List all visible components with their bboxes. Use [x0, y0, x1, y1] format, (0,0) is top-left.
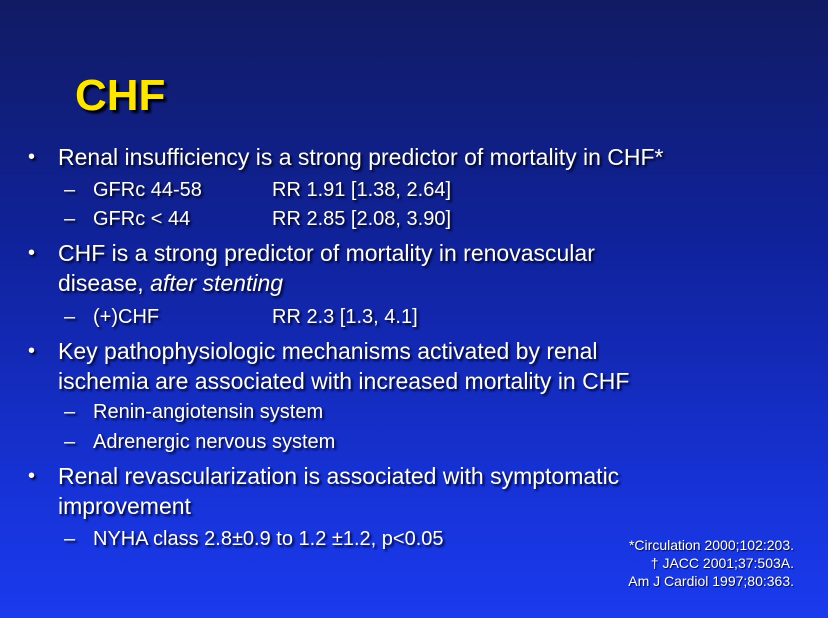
- subitem-value: RR 1.91 [1.38, 2.64]: [272, 179, 452, 201]
- subitem-label: NYHA class 2.8±0.9 to 1.2 ±1.2, p<0.05: [93, 528, 444, 550]
- bullet-text-line1: Key pathophysiologic mechanisms activated by renal: [58, 338, 598, 364]
- subitem-label: Adrenergic nervous system: [93, 431, 336, 453]
- bullet-text-italic: after stenting: [150, 270, 284, 296]
- subitem-label: Renin-angiotensin system: [93, 401, 324, 423]
- bullet-text-prefix: disease,: [58, 270, 151, 296]
- bullet-marker: •: [28, 242, 36, 264]
- dash-marker: –: [64, 179, 76, 201]
- bullet-text-line1: CHF is a strong predictor of mortality in renovascular: [58, 240, 595, 266]
- bullet-text: Renal insufficiency is a strong predictor of mortality in CHF*: [58, 144, 664, 170]
- reference-circulation: *Circulation 2000;102:203.: [628, 537, 794, 553]
- bullet-marker: •: [28, 340, 36, 362]
- bullet-marker: •: [28, 465, 36, 487]
- slide-title: CHF: [75, 71, 166, 120]
- dash-marker: –: [64, 306, 76, 328]
- subitem-value: RR 2.85 [2.08, 3.90]: [272, 208, 452, 230]
- dash-marker: –: [64, 208, 76, 230]
- dash-marker: –: [64, 528, 76, 550]
- reference-jacc: † JACC 2001;37:503A.: [650, 555, 794, 571]
- references: [628, 536, 794, 590]
- subitem-label: (+)CHF: [93, 306, 160, 328]
- reference-am-j-cardiol: Am J Cardiol 1997;80:363.: [628, 573, 794, 589]
- bullet-text-line2: [58, 270, 283, 297]
- subitem-label: GFRc < 44: [93, 208, 191, 230]
- bullet-text-line2: ischemia are associated with increased mortality in CHF: [58, 368, 630, 394]
- dash-marker: –: [64, 431, 76, 453]
- bullet-text-line2: improvement: [58, 493, 191, 519]
- bullet-marker: •: [28, 146, 36, 168]
- dash-marker: –: [64, 401, 76, 423]
- bullet-text-line1: Renal revascularization is associated with symptomatic: [58, 463, 620, 489]
- subitem-label: GFRc 44-58: [93, 179, 202, 201]
- subitem-value: RR 2.3 [1.3, 4.1]: [272, 306, 418, 328]
